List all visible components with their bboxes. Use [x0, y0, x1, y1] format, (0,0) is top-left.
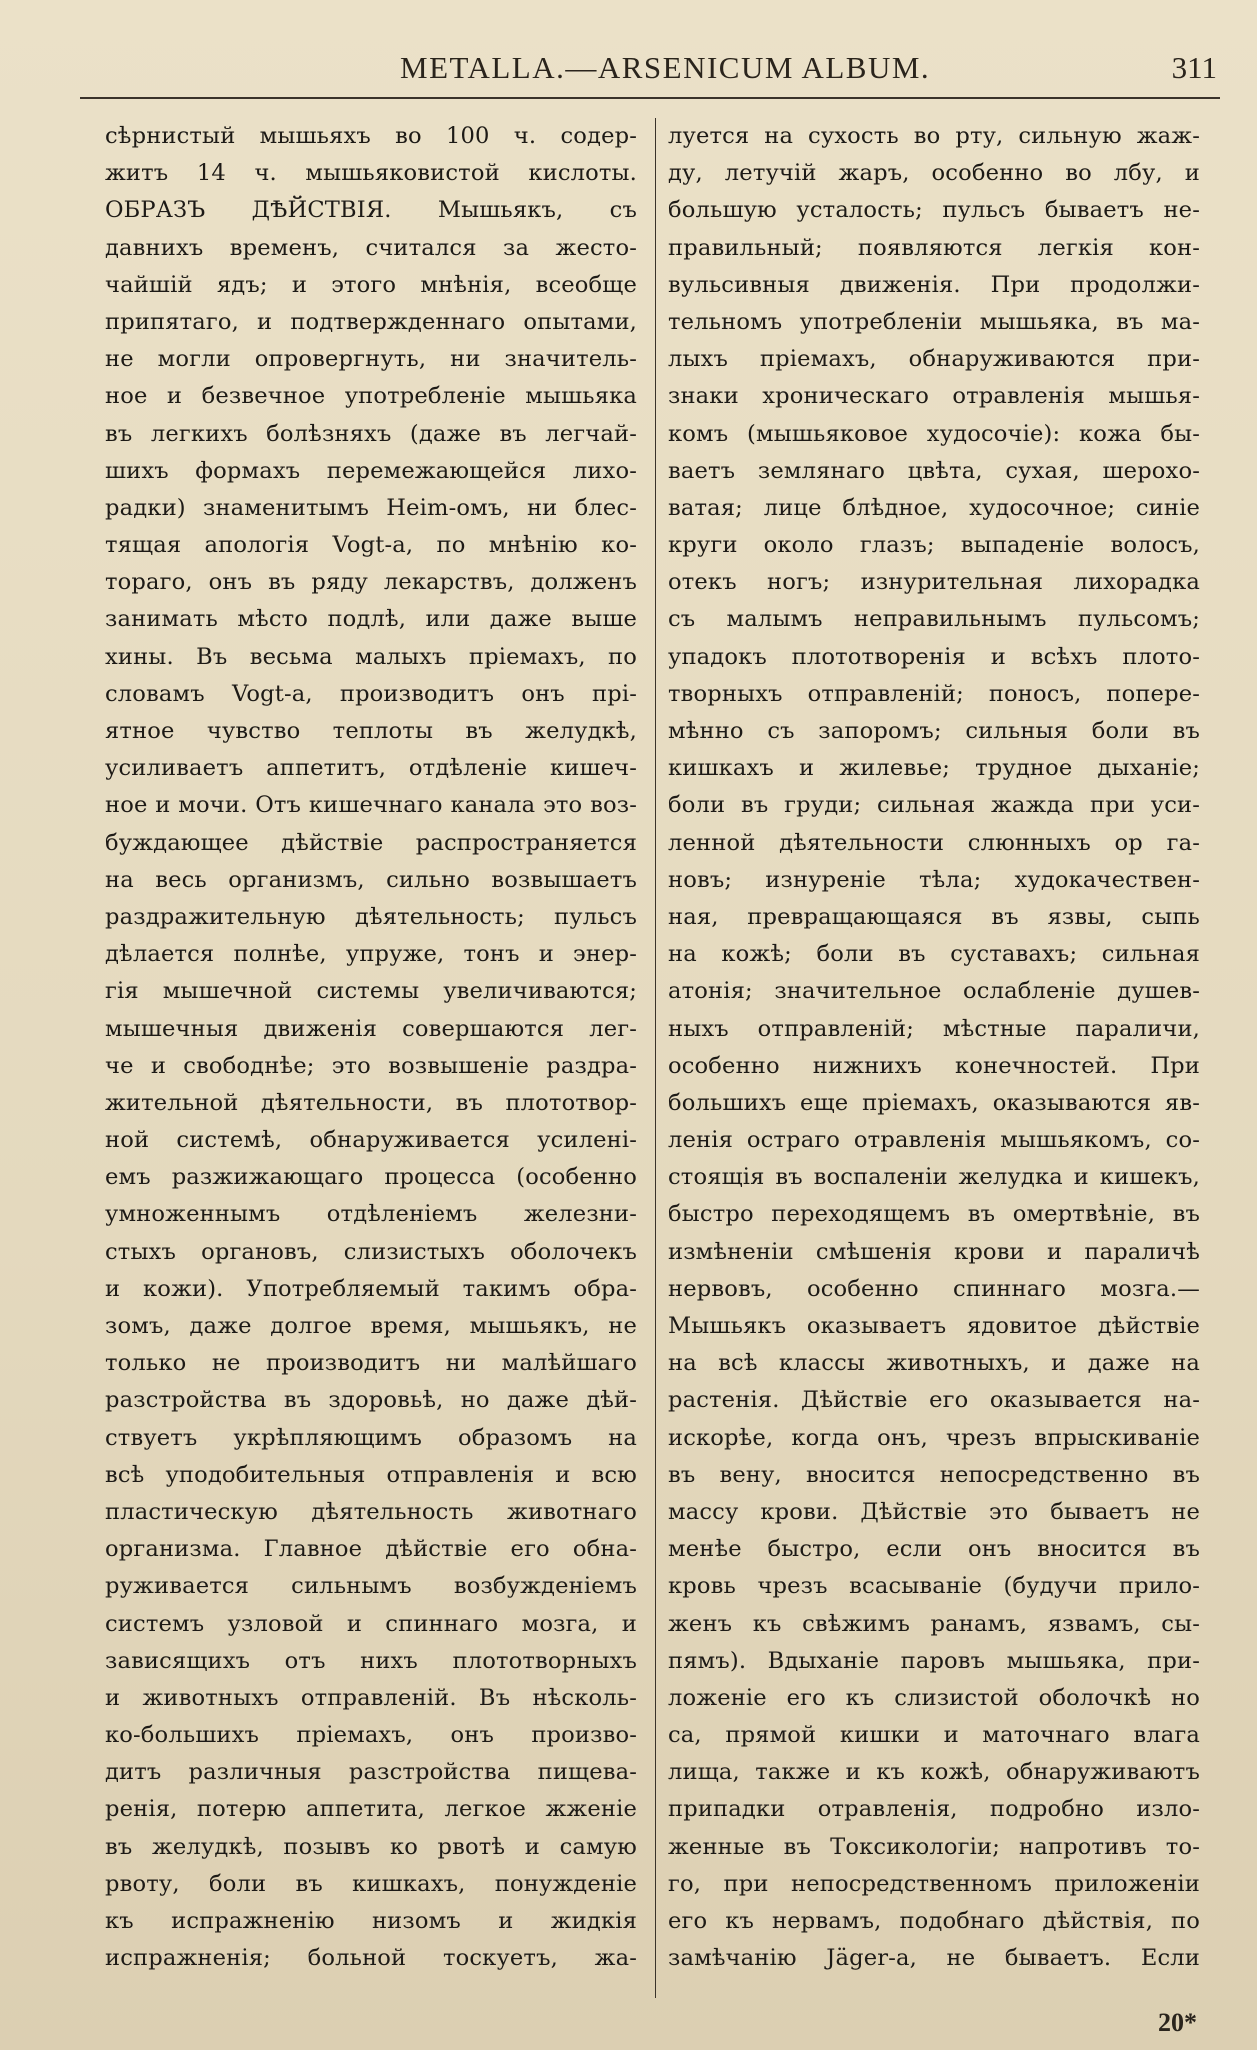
text-line: на кожѣ; боли въ суставахъ; сильная [668, 941, 1200, 968]
text-line: зомъ, даже долгое время, мышьякъ, не [105, 1313, 637, 1339]
text-line: усиливаетъ аппетитъ, отдѣленіе кишеч- [105, 755, 637, 782]
text-line: въ желудкѣ, позывъ ко рвотѣ и самую [105, 1833, 637, 1860]
text-line: припадки отравленія, подробно изло- [668, 1796, 1200, 1823]
text-line: го, при непосредственномъ приложеніи [668, 1870, 1200, 1897]
text-line: ныхъ отправленій; мѣстные параличи, [668, 1015, 1200, 1042]
running-head: METALLA.—ARSENICUM ALBUM. [400, 50, 931, 85]
text-line: ной системѣ, обнаруживается усиленi- [105, 1127, 637, 1154]
text-line: лища, также и къ кожѣ, обнаруживаютъ [668, 1759, 1200, 1786]
text-line: сѣрнистый мышьяхъ во 100 ч. содер- [105, 123, 637, 149]
text-line: словамъ Vogt-а, производитъ онъ прі- [105, 680, 637, 707]
text-line: менѣе быстро, если онъ вносится въ [668, 1536, 1200, 1563]
signature-mark: 20* [1158, 2008, 1197, 2037]
text-line: тораго, онъ въ ряду лекарствъ, долженъ [105, 569, 637, 596]
text-line: припятаго, и подтвержденнаго опытами, [105, 308, 637, 335]
text-line: хины. Въ весьма малыхъ пріемахъ, по [105, 643, 637, 670]
text-line: его къ нервамъ, подобнаго дѣйствія, по [668, 1908, 1200, 1934]
text-line: всѣ уподобительныя отправленія и всю [105, 1461, 637, 1488]
text-line: ное и безвечное употребленіе мышьяка [105, 383, 637, 410]
text-line: дитъ различныя разстройства пищева- [105, 1759, 637, 1786]
text-line: большихъ еще пріемахъ, оказываются яв- [668, 1089, 1200, 1116]
text-line: не могли опровергнуть, ни значитель- [105, 346, 637, 373]
text-line: круги около глазъ; выпаденіе волосъ, [668, 532, 1200, 559]
text-line: быстро переходящемъ въ омертвѣніе, въ [668, 1201, 1200, 1228]
text-line: житъ 14 ч. мышьяковистой кислоты. [105, 160, 637, 187]
text-line: вульсивныя движенія. При продолжи- [668, 271, 1200, 298]
text-line: особенно нижнихъ конечностей. При [668, 1052, 1200, 1079]
left-column [105, 118, 637, 1977]
text-line: руживается сильнымъ возбужденіемъ [105, 1573, 637, 1600]
text-line: боли въ груди; сильная жажда при уси- [668, 792, 1200, 819]
right-column [668, 118, 1200, 1977]
text-line: съ малымъ неправильнымъ пульсомъ; [668, 606, 1200, 633]
text-line: кишкахъ и жилевье; трудное дыханіе; [668, 755, 1200, 782]
text-line: ленной дѣятельности слюнныхъ ор га- [668, 829, 1200, 856]
text-line: къ испражненію низомъ и жидкія [105, 1908, 637, 1934]
text-line: тящая апологія Vogt-а, по мнѣнію ко- [105, 532, 637, 559]
text-line: атонія; значительное ослабленіе душев- [668, 978, 1200, 1005]
text-line: растенія. Дѣйствіе его оказывается на- [668, 1387, 1200, 1414]
text-line: ложеніе его къ слизистой оболочкѣ но [668, 1684, 1200, 1711]
column-divider [655, 118, 656, 1998]
text-line: испражненія; больной тоскуетъ, жа- [105, 1945, 637, 1972]
text-line: са, прямой кишки и маточнаго влага [668, 1722, 1200, 1749]
text-line: ренія, потерю аппетита, легкое жженіе [105, 1796, 637, 1823]
text-line: радки) знаменитымъ Heim-омъ, ни блес- [105, 494, 637, 521]
page-header [0, 50, 1257, 96]
text-line: массу крови. Дѣйствіе это бываетъ не [668, 1498, 1200, 1525]
text-line: дѣлается полнѣе, упруже, тонъ и энер- [105, 941, 637, 968]
text-line: новъ; изнуреніе тѣла; худокачествен- [668, 866, 1200, 893]
text-line: женные въ Токсикологіи; напротивъ то- [668, 1833, 1200, 1860]
text-line: ная, превращающаяся въ язвы, сыпь [668, 903, 1200, 930]
text-line: умноженнымъ отдѣленіемъ железни- [105, 1201, 637, 1228]
text-line: раздражительную дѣятельность; пульсъ [105, 903, 637, 930]
text-line: ствуетъ укрѣпляющимъ образомъ на [105, 1424, 637, 1451]
text-line: только не производитъ ни малѣйшаго [105, 1350, 637, 1377]
text-line: лыхъ пріемахъ, обнаруживаются при- [668, 346, 1200, 373]
text-line: на весь организмъ, сильно возвышаетъ [105, 866, 637, 893]
text-line: ватая; лице блѣдное, худосочное; синіе [668, 494, 1200, 521]
text-line: комъ (мышьяковое худосочіе): кожа бы- [668, 420, 1200, 447]
text-line: и животныхъ отправленій. Въ нѣсколь- [105, 1684, 637, 1711]
text-line: луется на сухость во рту, сильную жаж- [668, 123, 1200, 149]
text-line: гія мышечной системы увеличиваются; [105, 978, 637, 1005]
text-line: творныхъ отправленій; поносъ, попере- [668, 680, 1200, 707]
text-line: большую усталость; пульсъ бываетъ не- [668, 197, 1200, 224]
text-line: измѣненіи смѣшенія крови и параличѣ [668, 1238, 1200, 1265]
text-line: мышечныя движенія совершаются лег- [105, 1015, 637, 1042]
text-line: зависящихъ отъ нихъ плототворныхъ [105, 1647, 637, 1674]
text-line: отекъ ногъ; изнурительная лихорадка [668, 569, 1200, 596]
text-line: пластическую дѣятельность животнаго [105, 1498, 637, 1525]
text-line: занимать мѣсто подлѣ, или даже выше [105, 606, 637, 633]
text-line: шихъ формахъ перемежающейся лихо- [105, 457, 637, 484]
text-line: ко-большихъ пріемахъ, онъ произво- [105, 1722, 637, 1749]
text-line: Мышьякъ оказываетъ ядовитое дѣйствіе [668, 1313, 1200, 1339]
text-line: ваетъ землянаго цвѣта, сухая, шерохо- [668, 457, 1200, 484]
text-line: стыхъ органовъ, слизистыхъ оболочекъ [105, 1238, 637, 1265]
text-line: правильный; появляются легкія кон- [668, 234, 1200, 261]
text-line: буждающее дѣйствіе распространяется [105, 829, 637, 856]
text-line: чайшій ядъ; и этого мнѣнія, всеобще [105, 271, 637, 298]
text-line: замѣчанію Jäger-а, не бываетъ. Если [668, 1945, 1200, 1972]
text-line: рвоту, боли въ кишкахъ, понужденіе [105, 1870, 637, 1897]
text-line: жительной дѣятельности, въ плототвор- [105, 1089, 637, 1116]
text-line: стоящія въ воспаленіи желудка и кишекъ, [668, 1164, 1200, 1191]
text-line: мѣнно съ запоромъ; сильныя боли въ [668, 718, 1200, 744]
page-number: 311 [1171, 50, 1217, 85]
text-line: давнихъ временъ, считался за жесто- [105, 234, 637, 261]
text-line: женъ къ свѣжимъ ранамъ, язвамъ, сы- [668, 1610, 1200, 1637]
text-line: нервовъ, особенно спиннаго мозга.— [668, 1275, 1200, 1302]
text-line: системъ узловой и спиннаго мозга, и [105, 1610, 637, 1637]
header-rule [80, 97, 1220, 99]
text-line: че и свободнѣе; это возвышеніе раздра- [105, 1052, 637, 1079]
text-line: организма. Главное дѣйствіе его обна- [105, 1536, 637, 1563]
text-line: ду, летучій жаръ, особенно во лбу, и [668, 160, 1200, 187]
text-line: тельномъ употребленіи мышьяка, въ ма- [668, 308, 1200, 335]
text-line: разстройства въ здоровьѣ, но даже дѣй- [105, 1387, 637, 1414]
text-line: знаки хроническаго отравленія мышья- [668, 383, 1200, 410]
text-line: упадокъ плототворенія и всѣхъ плото- [668, 643, 1200, 670]
text-line: пямъ). Вдыханіе паровъ мышьяка, при- [668, 1647, 1200, 1674]
text-line: въ вену, вносится непосредственно въ [668, 1461, 1200, 1488]
text-line: на всѣ классы животныхъ, и даже на [668, 1350, 1200, 1377]
text-line: ятное чувство теплоты въ желудкѣ, [105, 718, 637, 744]
text-line: ленія остраго отравленія мышьякомъ, со- [668, 1127, 1200, 1154]
text-line: ОБРАЗЪ ДѢЙСТВІЯ. Мышьякъ, съ [105, 197, 637, 224]
text-line: искорѣе, когда онъ, чрезъ впрыскиваніе [668, 1424, 1200, 1451]
text-line: ное и мочи. Отъ кишечнаго канала это воз- [105, 792, 637, 819]
text-line: емъ разжижающаго процесса (особенно [105, 1164, 637, 1191]
text-line: и кожи). Употребляемый такимъ обра- [105, 1275, 637, 1302]
text-line: кровь чрезъ всасываніе (будучи прило- [668, 1573, 1200, 1600]
text-line: въ легкихъ болѣзняхъ (даже въ легчай- [105, 420, 637, 447]
